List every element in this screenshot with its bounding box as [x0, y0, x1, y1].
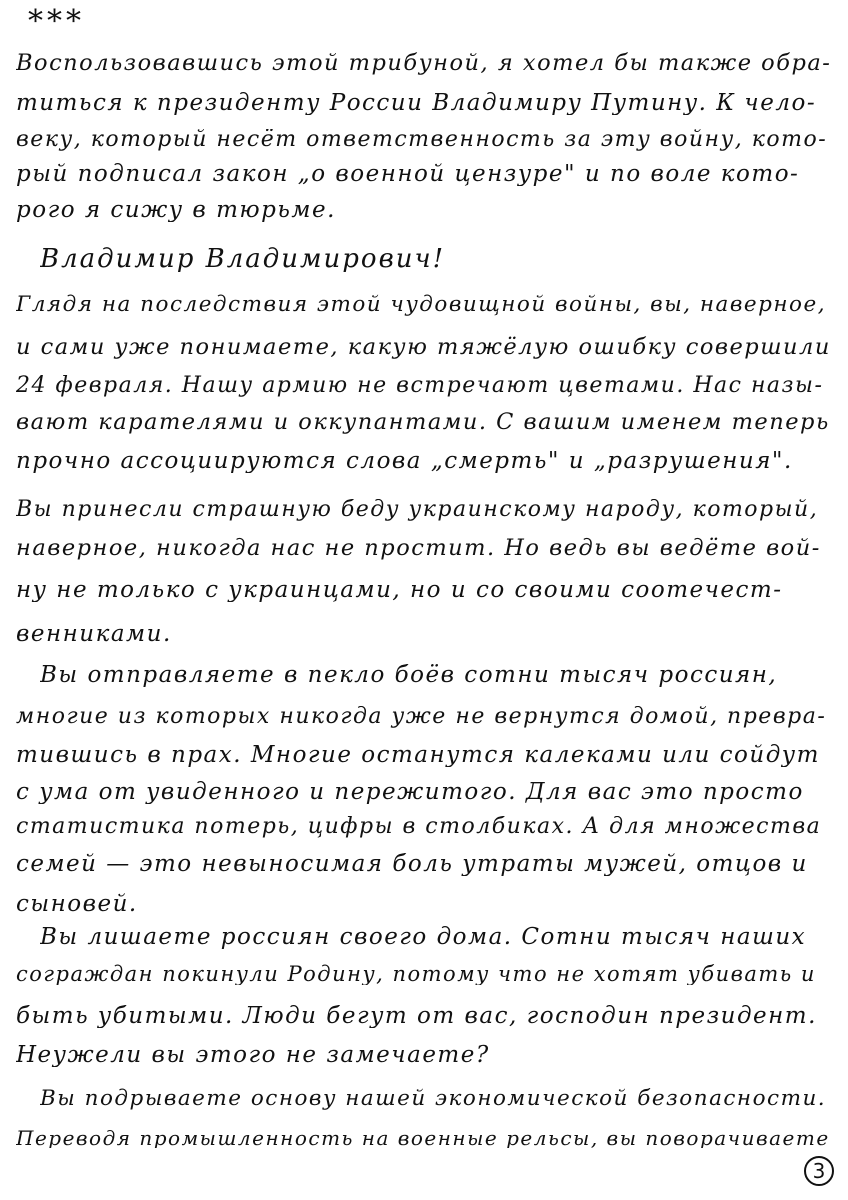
text-line: венниками.	[16, 623, 172, 646]
text-line: Вы лишаете россиян своего дома. Сотни тысяч наших	[40, 926, 807, 949]
text-line: наверное, никогда нас не простит. Но ведь вы ведёте вой-	[16, 537, 821, 560]
text-line: семей — это невыносимая боль утраты мужей, отцов и	[16, 853, 808, 876]
salutation: Владимир Владимирович!	[40, 246, 446, 272]
text-line: Воспользовавшись этой трибуной, я хотел бы также обра-	[16, 52, 832, 75]
page-number: 3	[804, 1156, 834, 1186]
text-line: рого я сижу в тюрьме.	[16, 199, 336, 222]
text-line: прочно ассоциируются слова „смерть" и „разрушения".	[16, 450, 793, 473]
text-line: веку, который несёт ответственность за эту войну, кото-	[16, 129, 828, 151]
text-line: ну не только с украинцами, но и со своими соотечест-	[16, 579, 783, 602]
text-line: сограждан покинули Родину, потому что не хотят убивать и	[16, 964, 816, 985]
text-line: Вы принесли страшную беду украинскому народу, который,	[16, 499, 819, 521]
text-line: многие из которых никогда уже не вернутся домой, превра-	[16, 706, 827, 728]
text-line: Переводя промышленность на военные рельсы, вы поворачиваете	[16, 1128, 830, 1148]
text-line: Неужели вы этого не замечаете?	[16, 1044, 490, 1067]
section-separator: ***	[28, 4, 85, 39]
text-line: Вы отправляете в пекло боёв сотни тысяч россиян,	[40, 664, 778, 687]
text-line: быть убитыми. Люди бегут от вас, господин президент.	[16, 1005, 817, 1028]
text-line: сыновей.	[16, 893, 138, 916]
text-line: Глядя на последствия этой чудовищной войны, вы, наверное,	[16, 294, 827, 316]
text-line: вают карателями и оккупантами. С вашим именем теперь	[16, 411, 830, 434]
text-line: титься к президенту России Владимиру Путину. К чело-	[16, 92, 817, 115]
text-line: с ума от увиденного и пережитого. Для вас это просто	[16, 781, 804, 804]
text-line: 24 февраля. Нашу армию не встречают цветами. Нас назы-	[16, 375, 824, 397]
text-line: рый подписал закон „о военной цензуре" и по воле кото-	[16, 163, 800, 186]
text-line: тившись в прах. Многие останутся калеками или сойдут	[16, 744, 820, 767]
text-line: и сами уже понимаете, какую тяжёлую ошибку совершили	[16, 336, 831, 359]
text-line: статистика потерь, цифры в столбиках. А для множества	[16, 816, 822, 838]
text-line: Вы подрываете основу нашей экономической безопасности.	[40, 1088, 827, 1110]
